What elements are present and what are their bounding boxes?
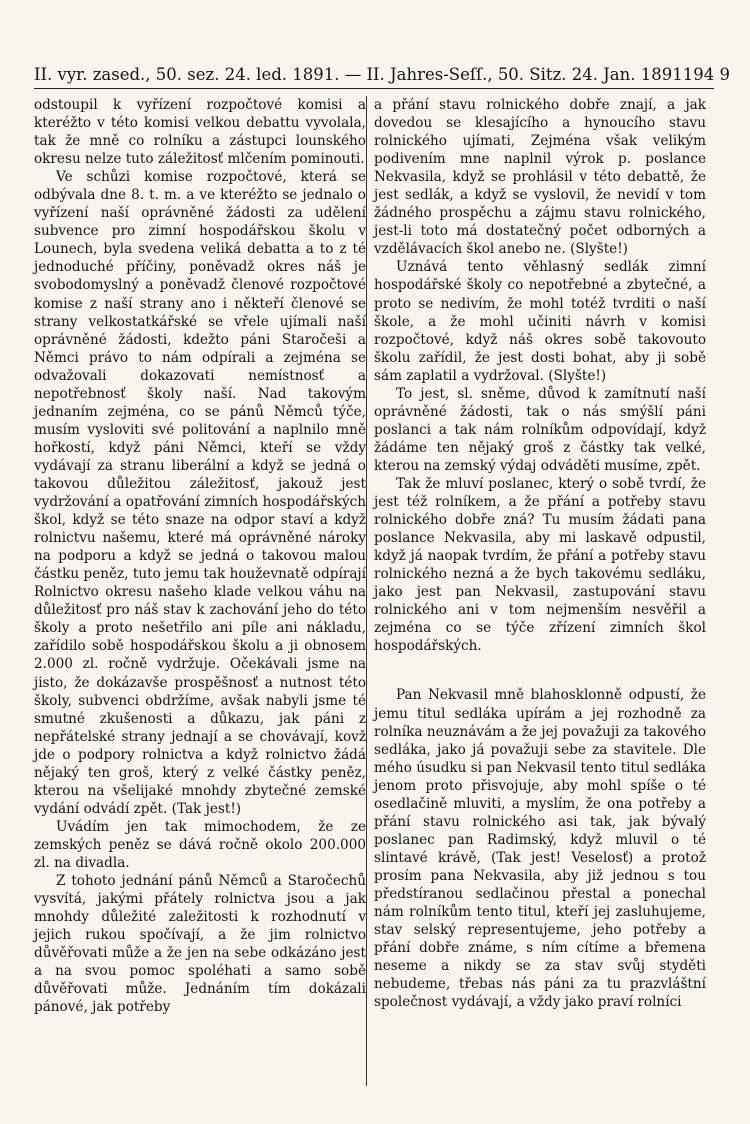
header-rule — [34, 88, 714, 89]
paragraph: Tak že mluví poslanec, který o sobě tvrdí, že jest též rolníkem, a že přání a potřeby stavu rolnického dobře zná? Tu musím žádati pana poslance Nekvasila, aby mi laskavě odpustil, když já naopak tvrdím, že přání a potřeby stavu rolnického nezná a že bych takovému sedláku, jako jest pan Nekvasil, zastupování stavu rolnického ani v tom nejmenším nesvěřil a zejména co se týče zřízení zimních škol hospodářských. — [374, 475, 706, 655]
running-header — [34, 58, 730, 84]
left-column — [34, 96, 366, 1016]
paragraph: odstoupil k vyřízení rozpočtové komisi a kteréžto v této komisi velkou debattu vyvolala, tak že mně co rolníku a zástupci lounského okresu nelze tuto záležitosť mlčením pominouti. — [34, 97, 366, 168]
right-column — [374, 96, 706, 1011]
paragraph: Uvádím jen tak mimochodem, že ze zemských peněz se dává ročně okolo 200.000 zl. na divadla. — [34, 818, 366, 871]
header-title: II. vyr. zased., 50. sez. 24. led. 1891. — II. Jahres-Seſſ., 50. Sitz. 24. Jan. 1891 — [34, 65, 683, 84]
paragraph: Pan Nekvasil mně blahosklonně odpustí, že jemu titul sedláka upírám a jej rozhodně za rolníka neuznávám a že jej považuji za takového sedláka, jako já považuji sebe za stavitele. Dle mého úsudku si pan Nekvasil tento titul sedláka jenom proto přisvojuje, aby mohl spíše o té osedlačině mluviti, a myslím, že ona potřeby a přání stavu rolnického asi tak, jak bývalý poslanec pan Radimský, když mluvil o té slintavé krávě, (Tak jest! Veselosť) a protož prosím pana Nekvasila, aby již jednou s tou předstíranou sedlačinou přestal a ponechal nám rolníkům tento titul, kteří jej zasluhujeme, stav selský representujeme, jeho potřeby a přání dobře známe, s ním cítíme a břemena neseme a nikdy se za stav svůj styděti nebudeme, třebas nás páni za tu prazvláštní společnost vydávají, a vždy jako praví rolníci — [374, 687, 706, 1011]
paragraph: To jest, sl. sněme, důvod k zamítnutí naší oprávněné žádosti, tak o nás smýšlí páni poslanci a tak nám rolníkům odpovídají, když žádáme ten nějaký groš z částky tak velké, kterou na zemský výdaj odváděti musíme, zpět. — [374, 385, 706, 474]
column-divider — [366, 96, 367, 1086]
paragraph: Uznává tento věhlasný sedlák zimní hospodářské školy co nepotřebné a zbytečné, a proto se nedivím, že mohl totéž tvrditi o naší škole, a že mohl učiniti návrh v komisi rozpočtové, když náš okres sobě takovouto školu zařídil, že jest dosti bohat, aby ji sobě sám zaplatil a vydržoval. (Slyšte!) — [374, 259, 706, 384]
paragraph: Ve schůzi komise rozpočtové, která se odbývala dne 8. t. m. a ve kteréžto se jednalo o vyřízení naší oprávněné žádosti za udělení subvence pro zimní hospodářskou školu v Lounech, byla svedena veliká debatta a to z té jednoduché příčiny, poněvadž okres náš je svobodomyslný a poněvadž členové rozpočtové komise z naší strany ano i někteří členové se strany velkostatkářské se vřele ujímali naší oprávněné žádosti, kdežto páni Staročeši a Němci právo to nám odpírali a zejména se odvažovali dokazovati nemístnosť a nepotřebnosť školy naší. Nad takovým jednaním zejména, co se pánů Němců týče, musím vysloviti své politování a naplnilo mně hořkostí, když páni Němci, kteří se vždy vydávají za stranu liberální a když se jedná o takovou důležitou záležitosť, jakouž jest vydržování a opatřování zimních hospodářských škol, když se této snaze na odpor staví a když rolnictvu našemu, které má oprávněné nároky na podporu a když se jedná o takovou malou částku peněz, tuto jemu tak houževnatě odpírají Rolnictvo okresu našeho klade velkou váhu na důležitosť pro náš stav k zachování jeho do této školy a proto nešetřilo ani píle ani nákladu, zařídilo sobě hospodářskou školu a ji obnosem 2.000 zl. ročně vydržuje. Očekávali jsme na jisto, že dokázavše prospěšnosť a nutnost této školy, subvenci obdržíme, avšak nabyli jsme té smutné zkušenosti a důkazu, jak páni z nepřátelské strany jednají a se chovávají, kovž jde o podpory rolnictva a když rolnictvo žádá nějaký ten groš, který z velké částky peněz, kterou na všelijaké mnohdy zbytečné zemské vydání odvádí zpět. (Tak jest!) — [34, 169, 366, 817]
paragraph: Z tohoto jednání pánů Němců a Staročechů vysvítá, jakými přátely rolnictva jsou a jak mnohdy důležité zaležitosti k rozhodnutí v jejich rukou spočívají, a že jim rolnictvo důvěřovati může a že jen na sebe odkázáno jest a na svou pomoc spoléhati a samo sobě důvěřovati může. Jednáním tím dokázali pánové, jak potřeby — [34, 873, 366, 1016]
page-number: 194 9 — [682, 65, 730, 84]
paragraph: a přání stavu rolnického dobře znají, a jak dovedou se klesajícího a hynoucího stavu rolnického ujímati, Zejména však velikým podivením mne naplnil výrok p. poslance Nekvasila, když se prohlásil v této debattě, že jest sedlák, a když se vyslovil, že nevidí v tom žádného prospěchu a zájmu stavu rolnického, jest-li toto má dostatečný počet odborných a vzdělávacích škol anebo ne. (Slyšte!) — [374, 97, 706, 258]
